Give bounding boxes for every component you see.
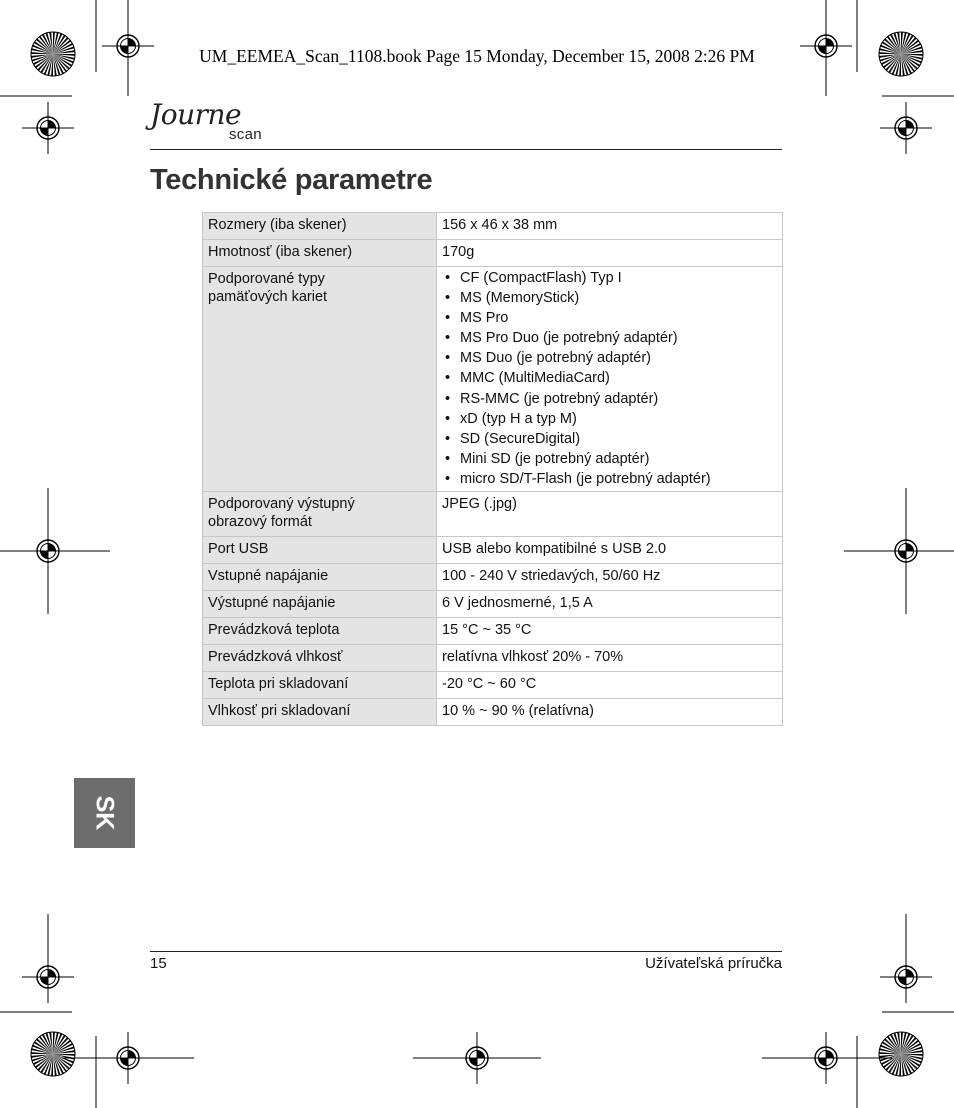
specs-table [202, 212, 783, 726]
registration-target-icon [451, 1032, 503, 1084]
language-tab-label: SK [91, 795, 119, 831]
registration-target-icon [880, 951, 932, 1003]
row-label: Prevádzková teplota [203, 618, 437, 645]
row-label: Hmotnosť (iba skener) [203, 240, 437, 267]
row-label: Výstupné napájanie [203, 591, 437, 618]
table-row [203, 618, 783, 645]
row-value: 15 °C ~ 35 °C [437, 618, 783, 645]
row-value: relatívna vlhkosť 20% - 70% [437, 645, 783, 672]
registration-target-icon [880, 102, 932, 154]
table-row [203, 537, 783, 564]
brand-logo-script: Journe [150, 98, 242, 131]
registration-target-icon [22, 102, 74, 154]
registration-target-icon [22, 951, 74, 1003]
row-label [203, 492, 437, 537]
page-title: Technické parametre [150, 164, 433, 196]
list-item: • CF (CompactFlash) Typ I [442, 268, 777, 288]
table-row [203, 645, 783, 672]
table-row [203, 699, 783, 726]
registration-target-icon [22, 525, 74, 577]
row-label-text: Podporovaný výstupný obrazový formát [208, 496, 355, 531]
row-label-text: Podporované typy pamäťových kariet [208, 271, 328, 305]
row-value: 6 V jednosmerné, 1,5 A [437, 591, 783, 618]
registration-target-icon [102, 1032, 154, 1084]
row-value: 170g [437, 240, 783, 267]
table-row [203, 492, 783, 537]
list-item: • micro SD/T-Flash (je potrebný adaptér) [442, 469, 777, 489]
row-value: USB alebo kompatibilné s USB 2.0 [437, 537, 783, 564]
table-row [203, 213, 783, 240]
row-value: -20 °C ~ 60 °C [437, 672, 783, 699]
list-item: • MS Duo (je potrebný adaptér) [442, 348, 777, 368]
header-rule [150, 149, 782, 150]
print-header: UM_EEMEA_Scan_1108.book Page 15 Monday, December 15, 2008 2:26 PM [199, 46, 755, 66]
page-number: 15 [150, 955, 167, 972]
list-item: • xD (typ H a typ M) [442, 409, 777, 429]
row-label: Rozmery (iba skener) [203, 213, 437, 240]
row-value: 10 % ~ 90 % (relatívna) [437, 699, 783, 726]
list-item: • MS Pro [442, 308, 777, 328]
memory-card-list [442, 268, 777, 489]
color-starburst-icon [879, 1032, 923, 1076]
list-item: • MS (MemoryStick) [442, 288, 777, 308]
list-item: • RS-MMC (je potrebný adaptér) [442, 389, 777, 409]
registration-target-icon [880, 525, 932, 577]
table-row [203, 564, 783, 591]
row-value [437, 267, 783, 492]
row-value: 100 - 240 V striedavých, 50/60 Hz [437, 564, 783, 591]
table-row [203, 591, 783, 618]
row-label [203, 267, 437, 492]
brand-logo-product: scan [229, 126, 262, 143]
row-label: Teplota pri skladovaní [203, 672, 437, 699]
color-starburst-icon [31, 1032, 75, 1076]
row-label: Port USB [203, 537, 437, 564]
language-tab [74, 778, 135, 848]
table-row [203, 267, 783, 492]
row-label: Vlhkosť pri skladovaní [203, 699, 437, 726]
registration-target-icon [800, 1032, 852, 1084]
row-value: JPEG (.jpg) [437, 492, 783, 537]
row-label: Vstupné napájanie [203, 564, 437, 591]
footer-rule [150, 951, 782, 952]
list-item: • Mini SD (je potrebný adaptér) [442, 449, 777, 469]
table-row [203, 240, 783, 267]
list-item: • MS Pro Duo (je potrebný adaptér) [442, 328, 777, 348]
row-label: Prevádzková vlhkosť [203, 645, 437, 672]
footer-document-name: Užívateľská príručka [645, 955, 782, 972]
row-value: 156 x 46 x 38 mm [437, 213, 783, 240]
table-row [203, 672, 783, 699]
list-item: • MMC (MultiMediaCard) [442, 368, 777, 388]
list-item: • SD (SecureDigital) [442, 429, 777, 449]
